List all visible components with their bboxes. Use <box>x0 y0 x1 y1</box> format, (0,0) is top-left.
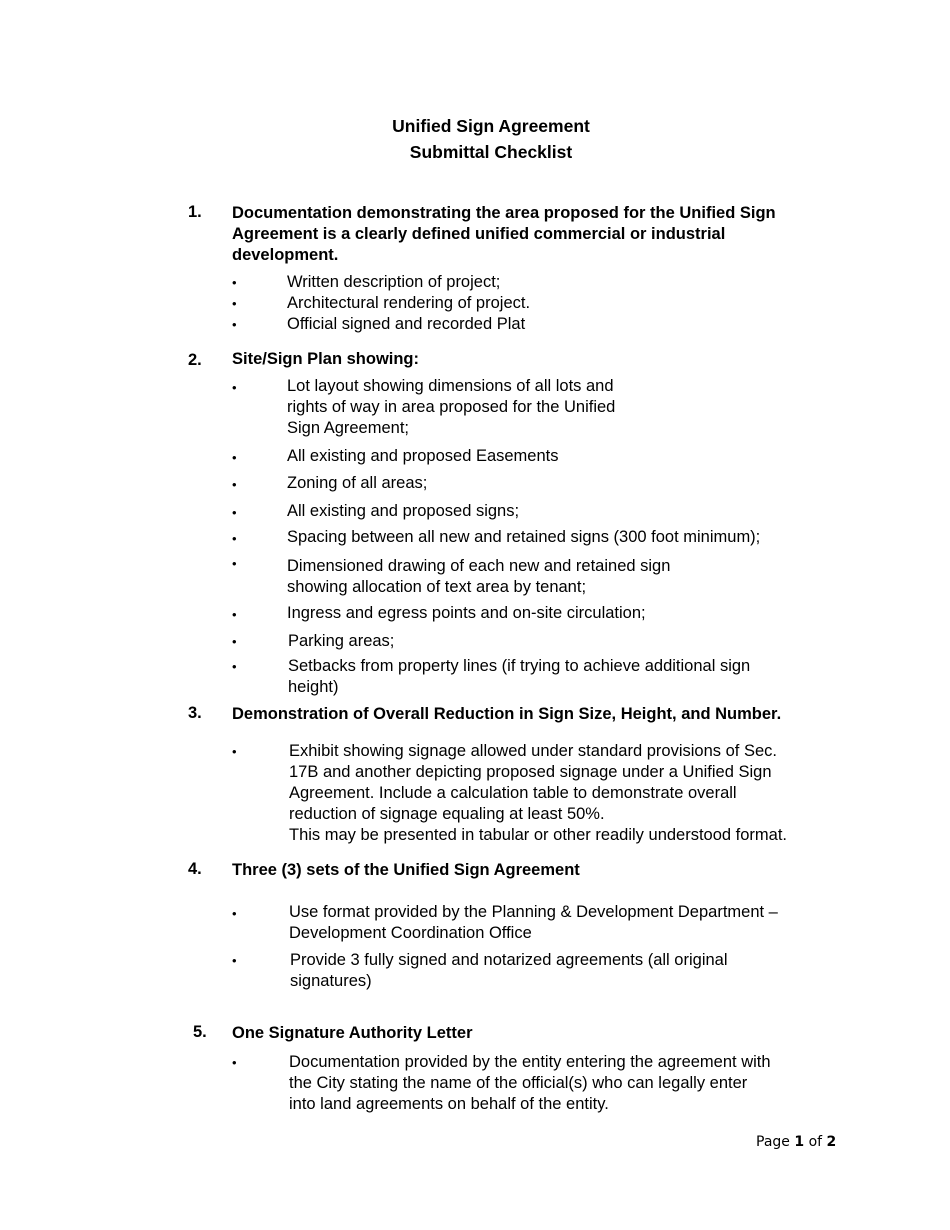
list-item: Provide 3 fully signed and notarized agreements (all original signatures) <box>290 951 728 990</box>
section-number: 4. <box>188 860 202 878</box>
list-item: Official signed and recorded Plat <box>287 315 526 333</box>
bullet-icon: • <box>232 906 237 921</box>
section-heading: Documentation demonstrating the area proposed for the Unified Sign Agreement is a clearly defined unified commercial or industrial development. <box>232 204 776 264</box>
list-item: Architectural rendering of project. <box>287 294 531 312</box>
list-item: Written description of project; <box>287 273 501 291</box>
section-heading: Site/Sign Plan showing: <box>232 350 420 368</box>
list-item: All existing and proposed signs; <box>287 502 520 520</box>
list-item: Spacing between all new and retained signs (300 foot minimum); <box>287 528 761 546</box>
section-heading: One Signature Authority Letter <box>232 1024 473 1042</box>
bullet-icon: • <box>232 634 237 649</box>
list-item: Documentation provided by the entity entering the agreement with the City stating the name of the official(s) who can legally enter into land agreements on behalf of the entity. <box>289 1053 771 1113</box>
bullet-icon: • <box>232 450 237 465</box>
list-item: Ingress and egress points and on-site circulation; <box>287 604 646 622</box>
bullet-icon: • <box>232 607 237 622</box>
list-item: Setbacks from property lines (if trying to achieve additional sign height) <box>288 657 751 696</box>
section-number: 1. <box>188 203 202 221</box>
section-number: 3. <box>188 704 202 722</box>
list-item: Parking areas; <box>288 632 395 650</box>
list-item: Dimensioned drawing of each new and retained sign showing allocation of text area by tenant; <box>287 557 671 596</box>
list-item: Lot layout showing dimensions of all lots and rights of way in area proposed for the Unified Sign Agreement; <box>287 377 616 437</box>
bullet-icon: • <box>232 275 237 290</box>
list-item: Zoning of all areas; <box>287 474 428 492</box>
section-heading: Three (3) sets of the Unified Sign Agreement <box>232 861 580 879</box>
bullet-icon: • <box>232 505 237 520</box>
bullet-icon: • <box>232 296 237 311</box>
bullet-icon: • <box>232 477 237 492</box>
section-heading: Demonstration of Overall Reduction in Sign Size, Height, and Number. <box>232 705 782 723</box>
document-subtitle: Submittal Checklist <box>409 142 573 162</box>
section-number: 5. <box>193 1023 207 1041</box>
list-item: All existing and proposed Easements <box>287 447 559 465</box>
bullet-icon: • <box>232 380 237 395</box>
document-title: Unified Sign Agreement <box>392 116 590 136</box>
bullet-icon: • <box>232 953 237 968</box>
bullet-icon: • <box>232 659 237 674</box>
bullet-icon: • <box>232 1055 237 1070</box>
list-item: Use format provided by the Planning & Development Department – Development Coordination Office <box>289 903 778 942</box>
bullet-icon: • <box>232 744 237 759</box>
section-number: 2. <box>188 351 202 369</box>
bullet-icon: • <box>232 556 237 571</box>
list-item: Exhibit showing signage allowed under standard provisions of Sec. 17B and another depicting proposed signage under a Unified Sign Agreement. Include a calculation table to demonstrate overall reduction of signage equaling at least 50%. This may be presented in tabular or other readily understood format. <box>289 742 788 844</box>
bullet-icon: • <box>232 531 237 546</box>
page-number: Page 1 of 2 <box>756 1134 837 1150</box>
bullet-icon: • <box>232 317 237 332</box>
